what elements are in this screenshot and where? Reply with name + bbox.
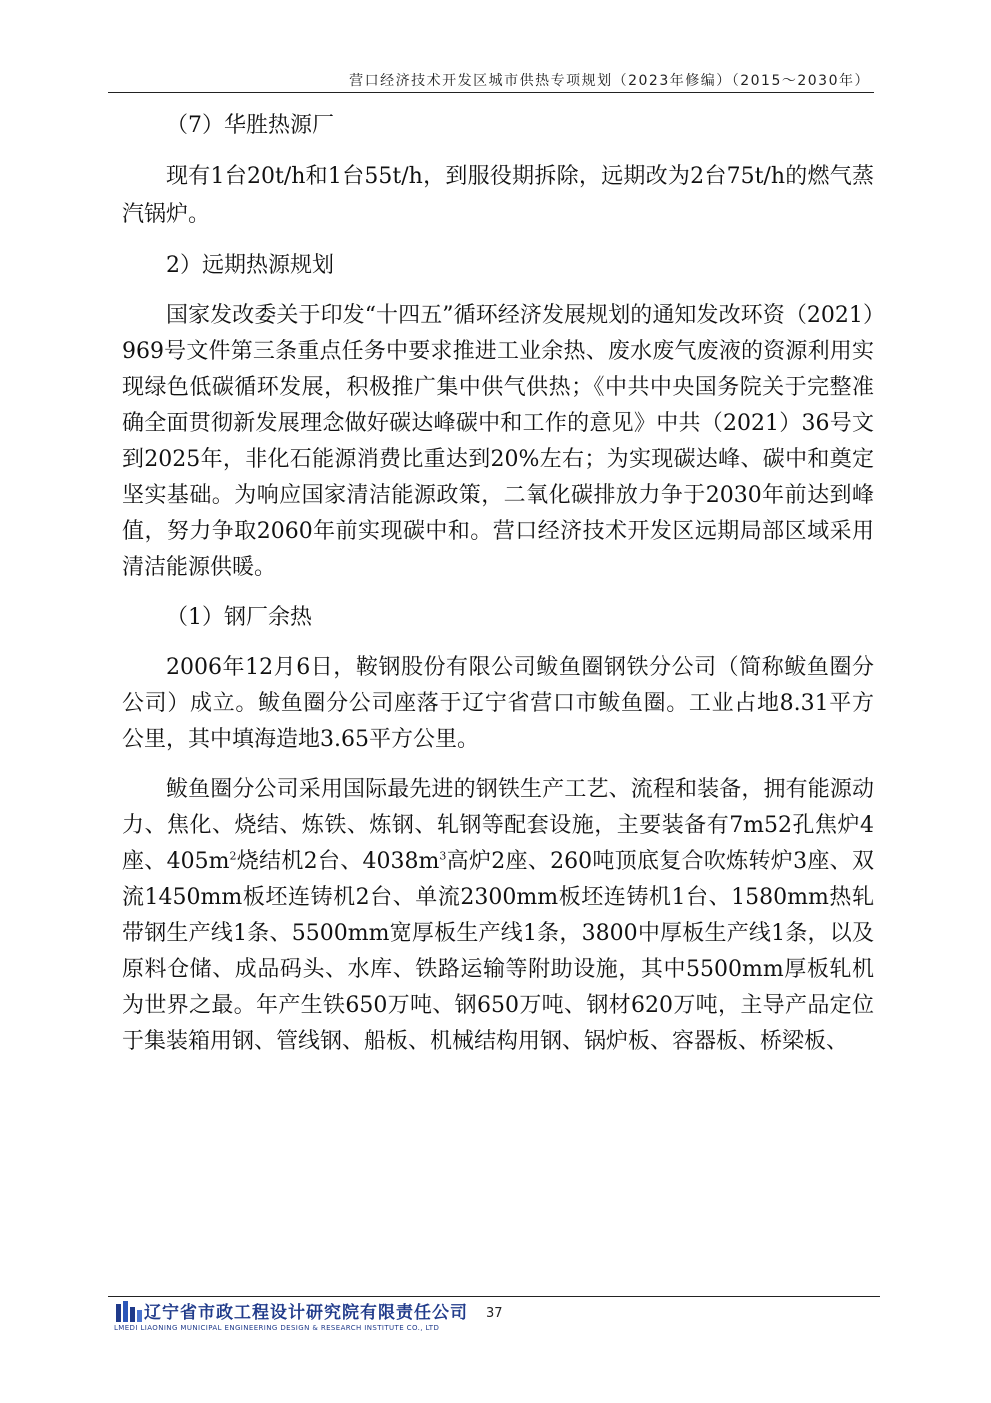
page-number: 37: [486, 1306, 503, 1321]
logo-text: LMEDI: [114, 1324, 138, 1332]
equipment-text-3: 高炉2座、260吨顶底复合吹炼转炉3座、双流1450mm板坯连铸机2台、单流2300mm板坯连铸机1台、1580mm热轧带钢生产线1条、5500mm宽厚板生产线1条，3800中厚板生产线1条，以及原料仓储、成品码头、水库、铁路运输等附助设施，其中5500mm厚板轧机为世界之最。年产生铁650万吨、钢650万吨、钢材620万吨，主导产品定位于集装箱用钢、管线钢、船板、机械结构用钢、锅炉板、容器板、桥梁板、: [122, 849, 874, 1054]
company-name: 辽宁省市政工程设计研究院有限责任公司: [144, 1303, 468, 1323]
paragraph-company-intro: 2006年12月6日，鞍钢股份有限公司鲅鱼圈钢铁分公司（简称鲅鱼圈分公司）成立。鲅鱼圈分公司座落于辽宁省营口市鲅鱼圈。工业占地8.31平方公里，其中填海造地3.65平方公里。: [122, 655, 874, 752]
paragraph-policy: 国家发改委关于印发“十四五”循环经济发展规划的通知发改环资（2021）969号文件第三条重点任务中要求推进工业余热、废水废气废液的资源利用实现绿色低碳循环发展，积极推广集中供气供热；《中共中央国务院关于完整准确全面贯彻新发展理念做好碳达峰碳中和工作的意见》中共（2021）36号文到2025年，非化石能源消费比重达到20%左右；为实现碳达峰、碳中和奠定坚实基础。为响应国家清洁能源政策，二氧化碳排放力争于2030年前达到峰值，努力争取2060年前实现碳中和。营口经济技术开发区远期局部区域采用清洁能源供暖。: [122, 303, 874, 580]
section-heading-long-term: 2）远期热源规划: [166, 253, 334, 278]
page-body: [122, 108, 874, 1060]
equipment-text-1: 鲅鱼圈分公司采用国际最先进的钢铁生产工艺、流程和装备，拥有能源动力、焦化、烧结、炼铁、炼钢、轧钢等配套设施，主要装备有7m52孔焦炉4座、405m: [122, 777, 874, 874]
section-heading-steel-waste-heat: （1）钢厂余热: [166, 605, 312, 630]
institute-logo-icon: [114, 1300, 144, 1326]
company-name-english: LMEDI LIAONING MUNICIPAL ENGINEERING DESIGN & RESEARCH INSTITUTE CO., LTD: [114, 1324, 440, 1332]
header-rule: [108, 92, 874, 93]
footer-rule: [108, 1296, 880, 1297]
paragraph-equipment: [122, 772, 874, 1060]
equipment-text-2: 烧结机2台、4038m: [236, 849, 440, 874]
paragraph-huasheng: 现有1台20t/h和1台55t/h，到服役期拆除，远期改为2台75t/h的燃气蒸汽锅炉。: [122, 164, 874, 227]
superscript-cubed: 3: [439, 849, 447, 863]
section-heading-huasheng: （7）华胜热源厂: [166, 113, 334, 138]
running-header: 营口经济技术开发区城市供热专项规划（2023年修编）（2015～2030年）: [349, 73, 870, 89]
superscript-squared: 2: [229, 849, 237, 863]
